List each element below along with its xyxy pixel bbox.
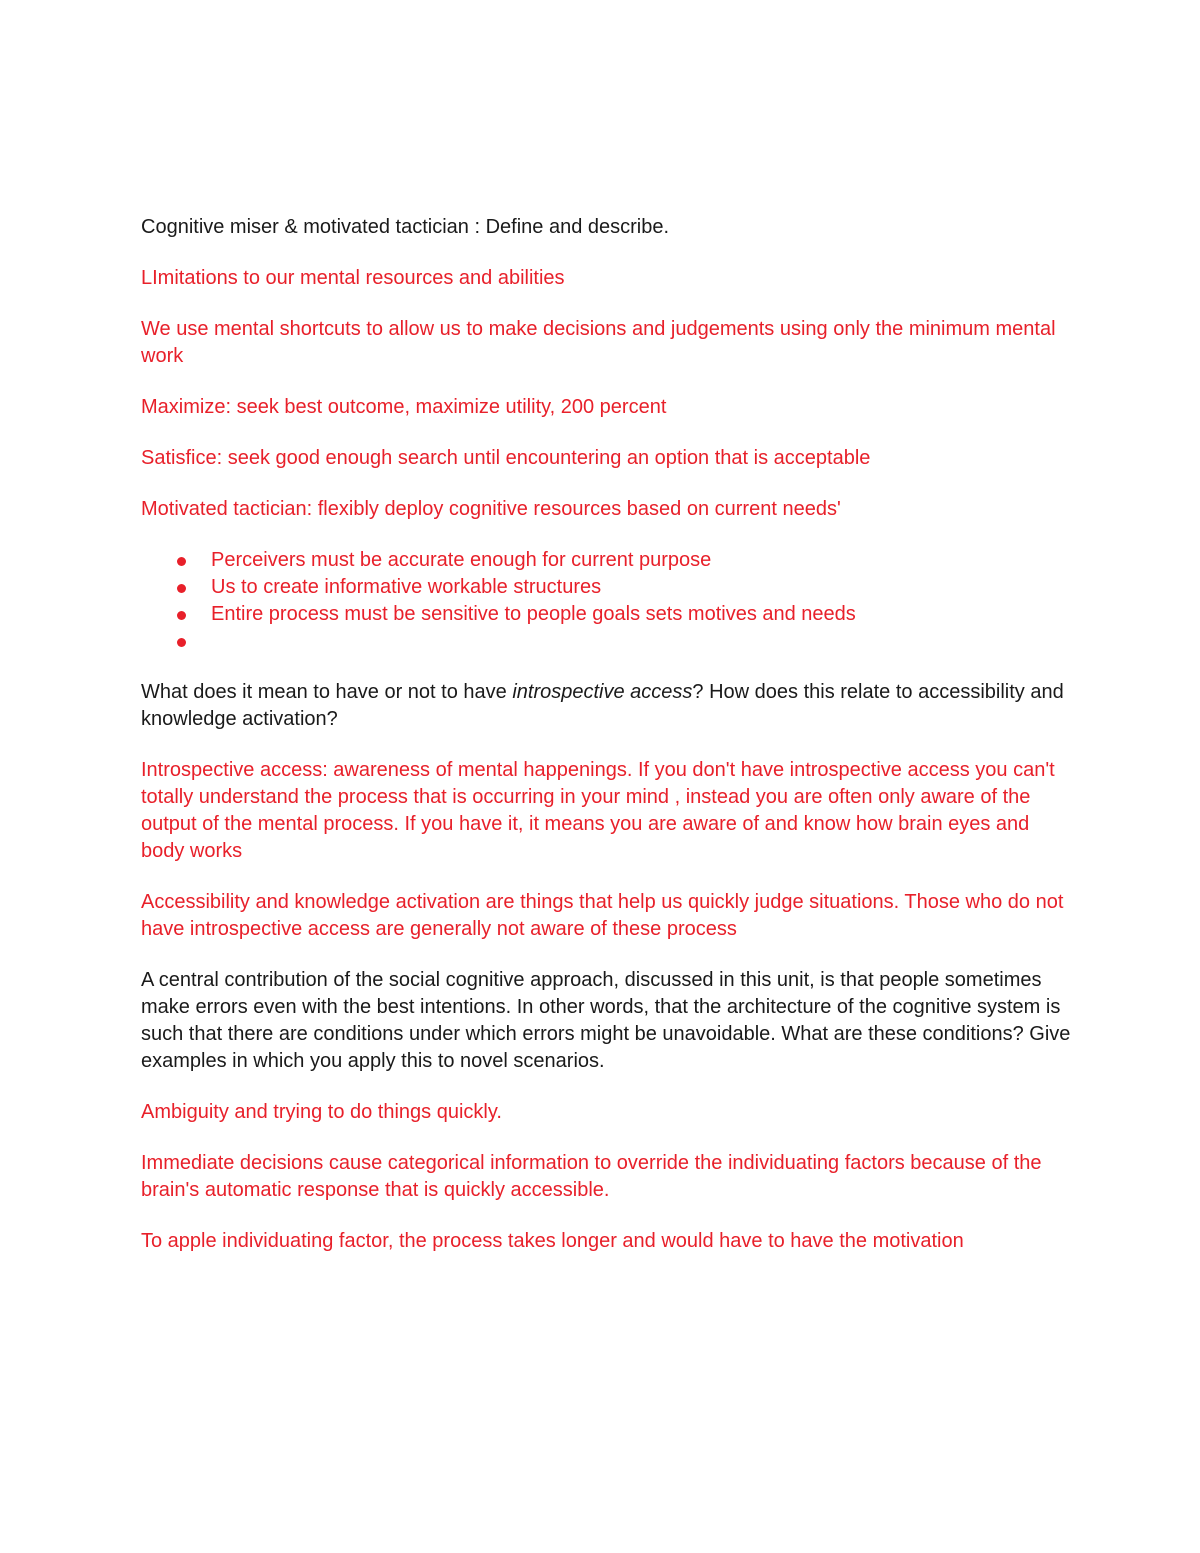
answer-1-paragraph: Motivated tactician: flexibly deploy cognitive resources based on current needs' — [141, 498, 841, 520]
bullet-list — [141, 547, 1071, 655]
list-item — [141, 574, 1071, 601]
list-item — [141, 547, 1071, 574]
question-3: A central contribution of the social cognitive approach, discussed in this unit, is that people sometimes make errors even with the best intentions. In other words, that the architecture of the cognitive system is such that there are conditions under which errors might be unavoidable. What are these conditions? Give examples in which you apply this to novel scenarios. — [141, 969, 1071, 1072]
answer-1-paragraph: LImitations to our mental resources and abilities — [141, 267, 565, 289]
document-page — [141, 214, 1071, 1279]
question-2 — [141, 679, 1071, 733]
answer-1-paragraph: We use mental shortcuts to allow us to make decisions and judgements using only the minimum mental work — [141, 318, 1056, 367]
question-2-emphasis: introspective access — [512, 681, 693, 703]
bullet-icon — [177, 584, 186, 593]
answer-2-paragraph: Introspective access: awareness of mental happenings. If you don't have introspective access you can't totally understand the process that is occurring in your mind , instead you are often only aware of the output of the mental process. If you have it, it means you are aware of and know how brain eyes and body works — [141, 759, 1055, 862]
list-item — [141, 601, 1071, 628]
answer-3-paragraph: Immediate decisions cause categorical information to override the individuating factors because of the brain's automatic response that is quickly accessible. — [141, 1152, 1042, 1201]
answer-3-paragraph: To apple individuating factor, the process takes longer and would have to have the motivation — [141, 1230, 964, 1252]
question-1: Cognitive miser & motivated tactician : Define and describe. — [141, 216, 670, 238]
list-item-text: Entire process must be sensitive to people goals sets motives and needs — [211, 603, 856, 625]
question-2-text: ? How does this relate to accessibility and knowledge activation? — [141, 681, 1064, 730]
bullet-icon — [177, 638, 186, 647]
answer-1-paragraph: Maximize: seek best outcome, maximize utility, 200 percent — [141, 396, 667, 418]
list-item-text: Us to create informative workable structures — [211, 576, 602, 598]
answer-2-paragraph: Accessibility and knowledge activation are things that help us quickly judge situations. Those who do not have introspective access are generally not aware of these process — [141, 891, 1064, 940]
list-item-text: Perceivers must be accurate enough for current purpose — [211, 549, 712, 571]
bullet-icon — [177, 557, 186, 566]
bullet-icon — [177, 611, 186, 620]
list-item — [141, 628, 1071, 655]
question-2-text: What does it mean to have or not to have — [141, 681, 513, 703]
answer-3-paragraph: Ambiguity and trying to do things quickly. — [141, 1101, 502, 1123]
answer-1-paragraph: Satisfice: seek good enough search until encountering an option that is acceptable — [141, 447, 871, 469]
